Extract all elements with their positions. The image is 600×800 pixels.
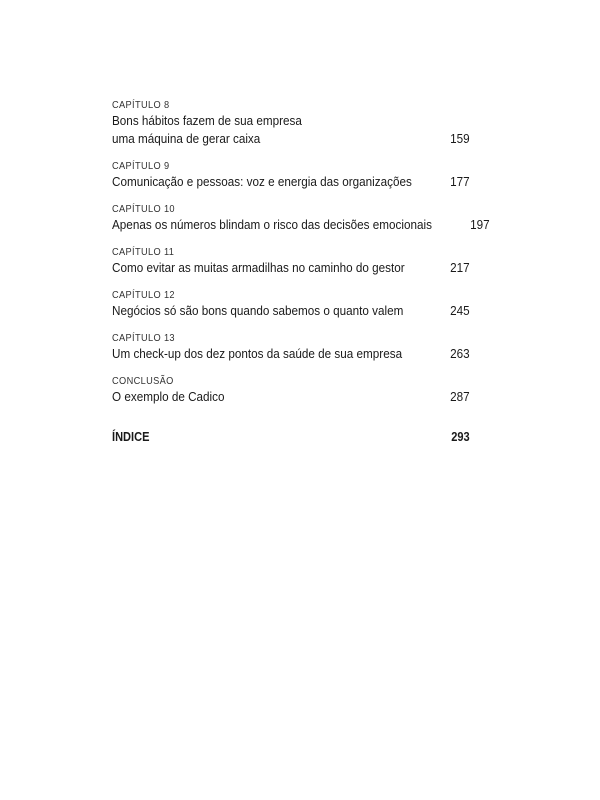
toc-entry-chapter-13[interactable] bbox=[112, 332, 470, 363]
page-number: 263 bbox=[450, 346, 470, 361]
page-number: 293 bbox=[451, 429, 470, 444]
toc-entry-chapter-9[interactable] bbox=[112, 160, 470, 191]
chapter-label: CAPÍTULO 10 bbox=[112, 203, 175, 215]
title-row bbox=[112, 112, 470, 148]
chapter-title bbox=[112, 216, 468, 234]
toc-entry-chapter-8[interactable] bbox=[112, 99, 470, 148]
chapter-title-line: uma máquina de gerar caixa bbox=[112, 131, 261, 146]
chapter-label: CAPÍTULO 12 bbox=[112, 289, 175, 301]
toc-entry-index[interactable] bbox=[112, 428, 470, 446]
chapter-label: CAPÍTULO 9 bbox=[112, 160, 170, 172]
chapter-title-line: Um check-up dos dez pontos da saúde de sua empresa bbox=[112, 346, 403, 361]
chapter-label: CONCLUSÃO bbox=[112, 375, 174, 387]
chapter-title-line: Comunicação e pessoas: voz e energia das organizações bbox=[112, 174, 412, 189]
chapter-title bbox=[112, 259, 437, 277]
chapter-title bbox=[112, 388, 237, 406]
table-of-contents bbox=[112, 99, 490, 446]
title-row bbox=[112, 302, 470, 320]
toc-entry-chapter-11[interactable] bbox=[112, 246, 470, 277]
title-row bbox=[112, 259, 470, 277]
chapter-title-line: Como evitar as muitas armadilhas no caminho do gestor bbox=[112, 260, 405, 275]
title-row bbox=[112, 345, 470, 363]
chapter-title bbox=[112, 112, 323, 148]
page-number: 177 bbox=[450, 174, 470, 189]
chapter-title-line: Negócios só são bons quando sabemos o quanto valem bbox=[112, 303, 404, 318]
toc-entry-chapter-12[interactable] bbox=[112, 289, 470, 320]
index-label: ÍNDICE bbox=[112, 429, 150, 444]
chapter-title-line: Bons hábitos fazem de sua empresa bbox=[112, 113, 302, 128]
toc-entry-conclusion[interactable] bbox=[112, 375, 470, 406]
chapter-title-line: O exemplo de Cadico bbox=[112, 389, 225, 404]
chapter-label: CAPÍTULO 8 bbox=[112, 99, 170, 111]
page-number: 245 bbox=[450, 303, 470, 318]
chapter-title bbox=[112, 173, 445, 191]
chapter-label: CAPÍTULO 13 bbox=[112, 332, 175, 344]
page-number: 159 bbox=[450, 131, 470, 146]
toc-entry-chapter-10[interactable] bbox=[112, 203, 490, 234]
chapter-title-line: Apenas os números blindam o risco das decisões emocionais bbox=[112, 217, 432, 232]
title-row bbox=[112, 388, 470, 406]
page-number: 217 bbox=[450, 260, 470, 275]
page-number: 197 bbox=[469, 217, 490, 232]
chapter-title bbox=[112, 345, 434, 363]
chapter-label: CAPÍTULO 11 bbox=[112, 246, 175, 258]
title-row bbox=[112, 173, 470, 191]
title-row bbox=[112, 216, 490, 234]
page-number: 287 bbox=[450, 389, 470, 404]
chapter-title bbox=[112, 302, 436, 320]
